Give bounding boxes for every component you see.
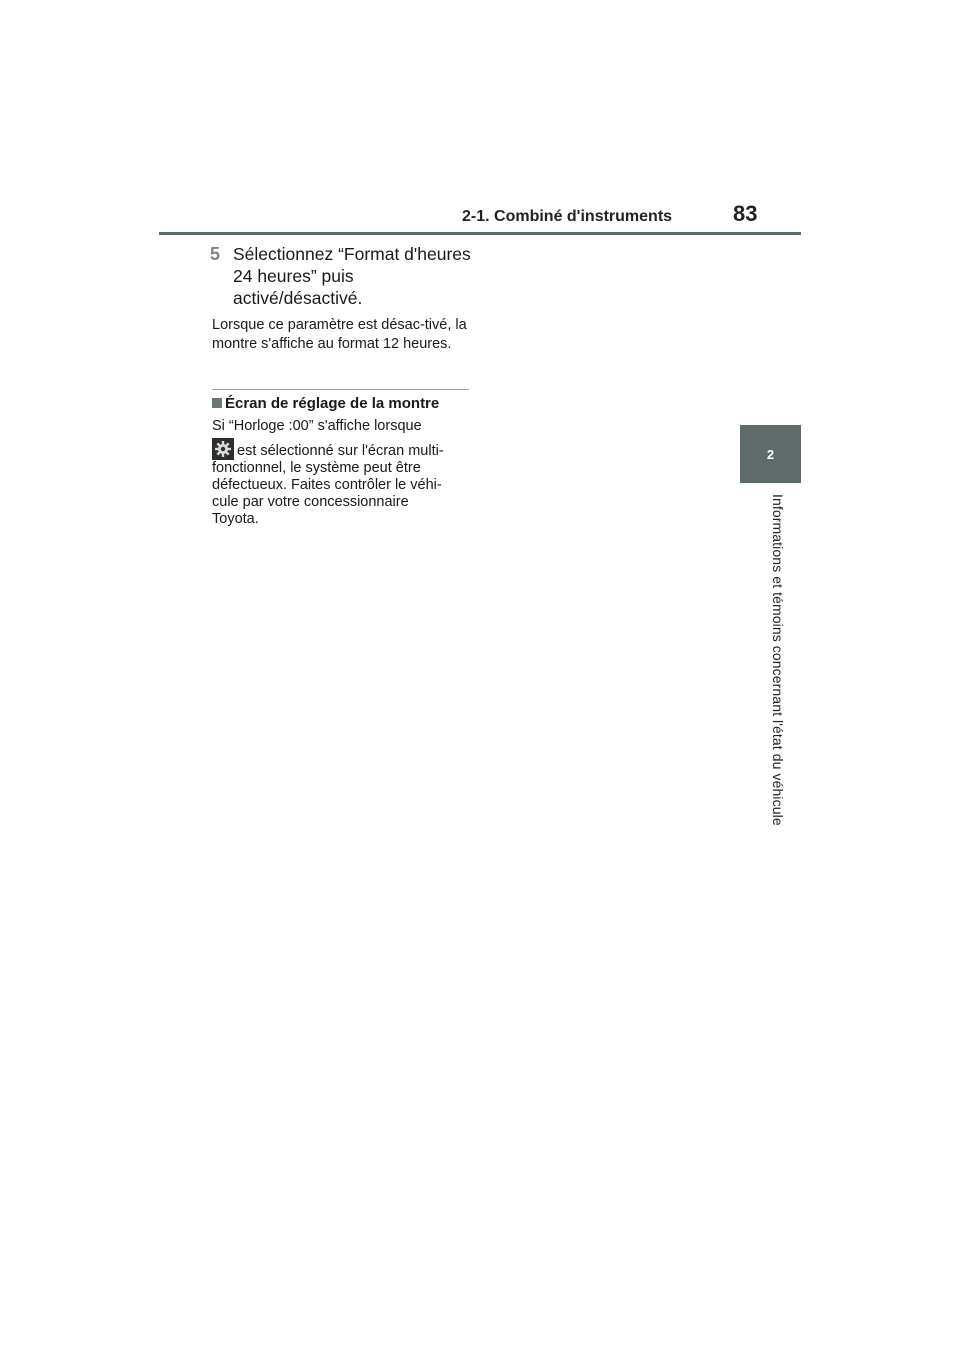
page-number: 83 — [733, 201, 758, 226]
section-divider — [212, 389, 469, 390]
step-note: Lorsque ce paramètre est désac-tivé, la montre s'affiche au format 12 heures. — [212, 317, 467, 352]
section-heading-text: Écran de réglage de la montre — [225, 395, 440, 412]
chapter-number: 2 — [766, 446, 775, 462]
body-line: fonctionnel, le système peut être — [212, 460, 421, 476]
section-body — [212, 418, 474, 528]
step-text: Sélectionnez “Format d'heures 24 heures” puis activé/désactivé. — [233, 244, 471, 308]
body-line: Si “Horloge :00” s'affiche lorsque — [212, 418, 422, 434]
step-number: 5 — [210, 244, 221, 264]
body-line: défectueux. Faites contrôler le véhi- — [212, 477, 442, 493]
chapter-tab — [740, 425, 801, 483]
body-line: cule par votre concessionnaire — [212, 494, 409, 510]
chapter-title-vertical: Informations et témoins concernant l'état du véhicule — [770, 494, 786, 826]
body-line: Toyota. — [212, 511, 259, 527]
section-title: 2-1. Combiné d'instruments — [462, 208, 673, 225]
instruction-step — [210, 243, 480, 309]
section-heading — [212, 395, 439, 412]
body-line-with-icon — [212, 438, 474, 460]
square-bullet-icon — [212, 398, 222, 408]
header-divider — [159, 232, 801, 235]
body-line-text: est sélectionné sur l'écran multi- — [237, 443, 444, 459]
gear-icon — [212, 438, 234, 460]
